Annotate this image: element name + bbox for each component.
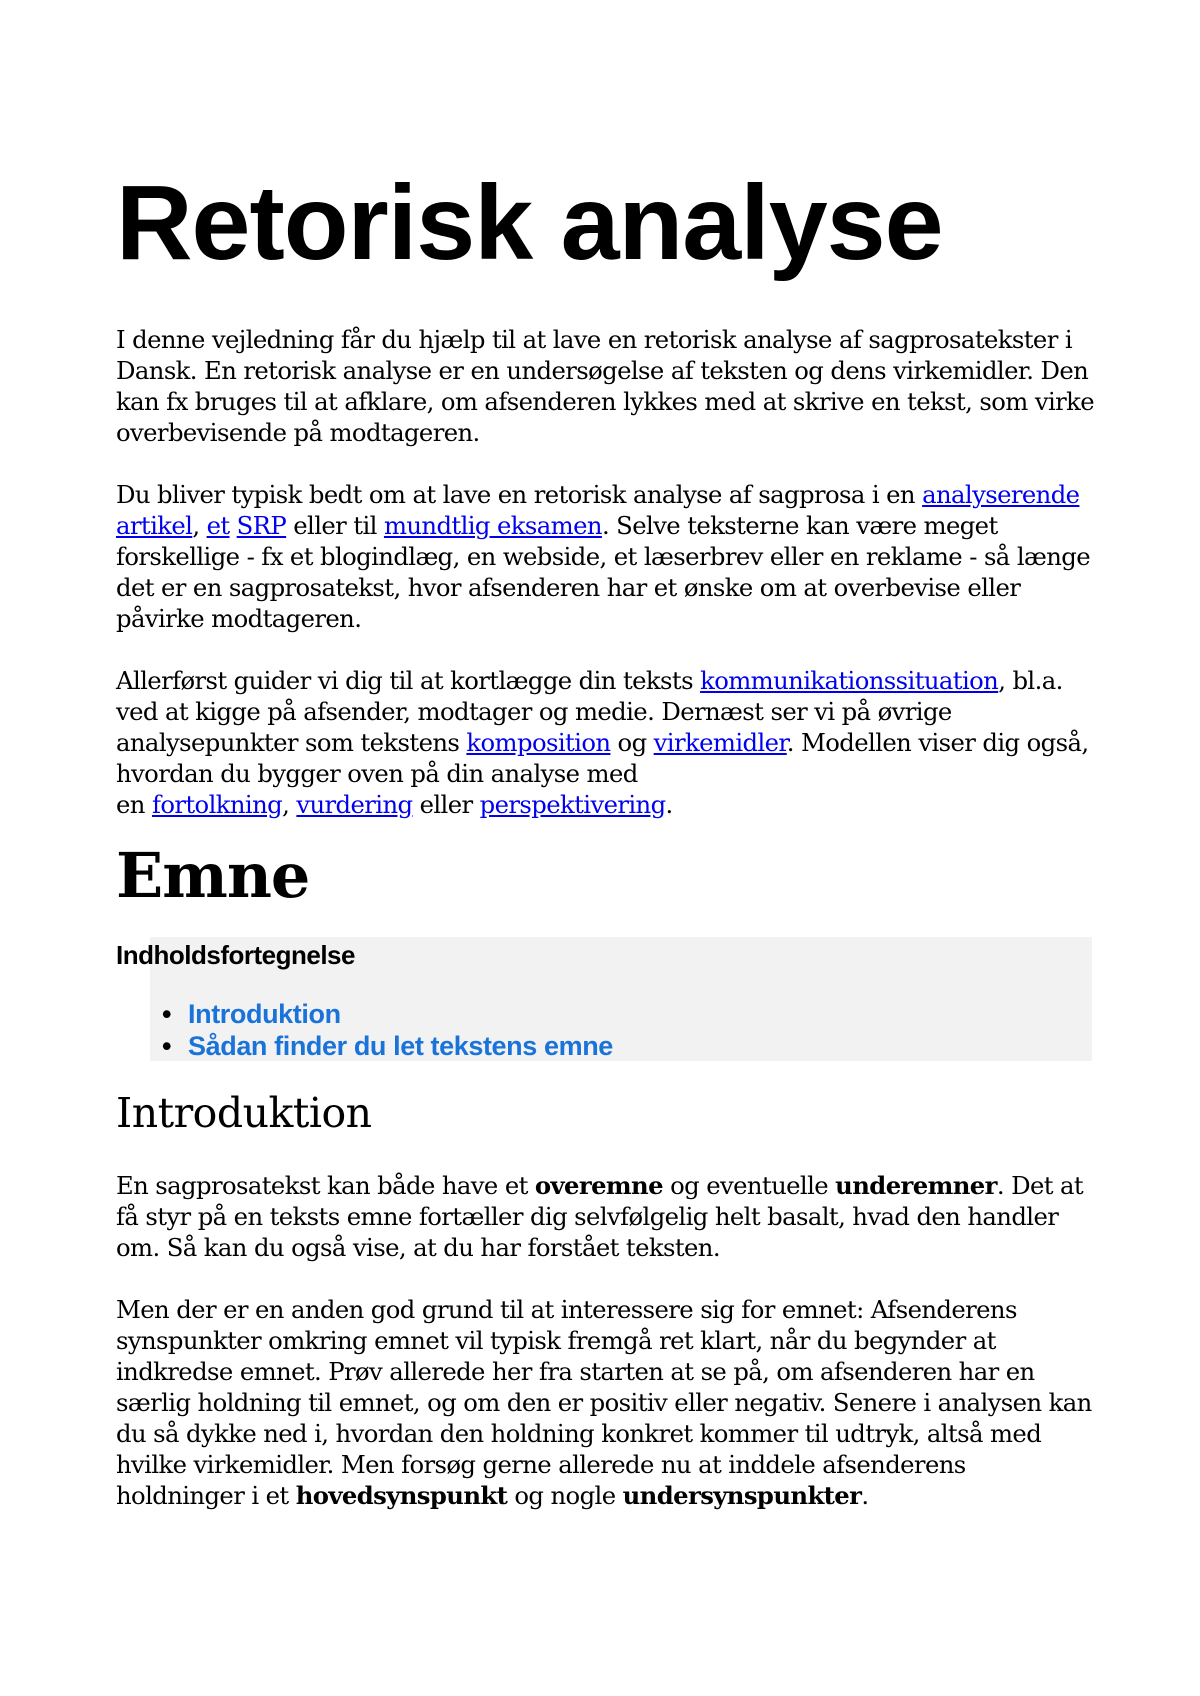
text-span: en <box>116 790 152 819</box>
page-title: Retorisk analyse <box>116 164 943 282</box>
text-span: og eventuelle <box>662 1171 836 1200</box>
text-span: Du bliver typisk bedt om at lave en retorisk analyse af sagprosa i en <box>116 480 923 509</box>
text-span: og nogle <box>507 1481 623 1510</box>
text-span: og <box>610 728 654 757</box>
text-span: eller <box>412 790 480 819</box>
text-span: , bl.a. ved at kigge på afsender, modtager og medie. Dernæst ser vi på øvrige analysepunkter som tekstens <box>116 666 1063 757</box>
emne-paragraph-2 <box>116 1294 1096 1511</box>
text-span <box>230 511 237 540</box>
link-vurdering[interactable]: vurdering <box>296 790 413 819</box>
toc-link-introduktion[interactable]: Introduktion <box>188 999 341 1029</box>
intro-paragraph-1: I denne vejledning får du hjælp til at lave en retorisk analyse af sagprosatekster i Dansk. En retorisk analyse er en undersøgelse af teksten og dens virkemidler. Den kan fx bruges til at afklare, om afsenderen lykkes med at skrive en tekst, som virke overbevisende på modtageren. <box>116 325 1095 447</box>
text-span: Allerførst guider vi dig til at kortlægge din teksts <box>116 666 701 695</box>
text-span: . <box>665 790 673 819</box>
intro-paragraph-2 <box>116 479 1096 634</box>
section-heading-emne: Emne <box>116 839 310 912</box>
text-span: . <box>861 1481 869 1510</box>
text-span: eller til <box>286 511 384 540</box>
bold-term-overemne: overemne <box>534 1171 663 1200</box>
link-mundtlig-eksamen[interactable]: mundtlig eksamen <box>383 511 602 540</box>
link-fortolkning[interactable]: fortolkning <box>151 790 283 819</box>
text-span: . Det at få styr på en teksts emne fortæller dig selvfølgelig helt basalt, hvad den handler om. Så kan du også vise, at du har forstået teksten. <box>116 1171 1084 1262</box>
link-komposition[interactable]: komposition <box>466 728 611 757</box>
link-perspektivering[interactable]: perspektivering <box>479 790 666 819</box>
bold-term-underemner: underemner <box>835 1171 997 1200</box>
bold-term-hovedsynspunkt: hovedsynspunkt <box>295 1481 508 1510</box>
toc-title: Indholdsfortegnelse <box>116 940 355 970</box>
link-analyserende-artikel[interactable]: analyserende artikel <box>116 480 1080 540</box>
bullet-icon: • <box>162 1031 172 1061</box>
text-span: En sagprosatekst kan både have et <box>116 1171 535 1200</box>
link-virkemidler[interactable]: virkemidler <box>653 728 787 757</box>
intro-paragraph-3 <box>116 665 1096 820</box>
text-span: , <box>192 511 207 540</box>
toc-item <box>150 1030 613 1062</box>
link-kommunikationssituation[interactable]: kommunikationssituation <box>700 666 999 695</box>
toc-list <box>150 998 613 1062</box>
toc-link-find-emne[interactable]: Sådan finder du let tekstens emne <box>188 1031 613 1061</box>
text-span: . Modellen viser dig også, hvordan du bygger oven på din analyse med <box>116 728 1089 788</box>
text-span: . Selve teksterne kan være meget forskellige - fx et blogindlæg, en webside, et læserbrev eller en reklame - så længe det er en sagprosatekst, hvor afsenderen har et ønske om at overbevise eller påvirke modtageren. <box>116 511 1091 633</box>
emne-paragraph-1 <box>116 1170 1096 1263</box>
link-srp[interactable]: SRP <box>236 511 287 540</box>
bullet-icon: • <box>162 999 172 1029</box>
text-span: Men der er en anden god grund til at interessere sig for emnet: Afsenderens synspunkter omkring emnet vil typisk fremgå ret klart, når du begynder at indkredse emnet. Prøv allerede her fra starten at se på, om afsenderen har en særlig holdning til emnet, og om den er positiv eller negativ. Senere i analysen kan du så dykke ned i, hvordan den holdning konkret kommer til udtryk, altså med hvilke virkemidler. Men forsøg gerne allerede nu at inddele afsenderens holdninger i et <box>116 1295 1092 1510</box>
text-span: , <box>282 790 297 819</box>
bold-term-undersynspunkter: undersynspunkter <box>622 1481 862 1510</box>
subheading-introduktion: Introduktion <box>116 1089 372 1137</box>
link-et[interactable]: et <box>206 511 230 540</box>
toc-item <box>150 998 613 1030</box>
